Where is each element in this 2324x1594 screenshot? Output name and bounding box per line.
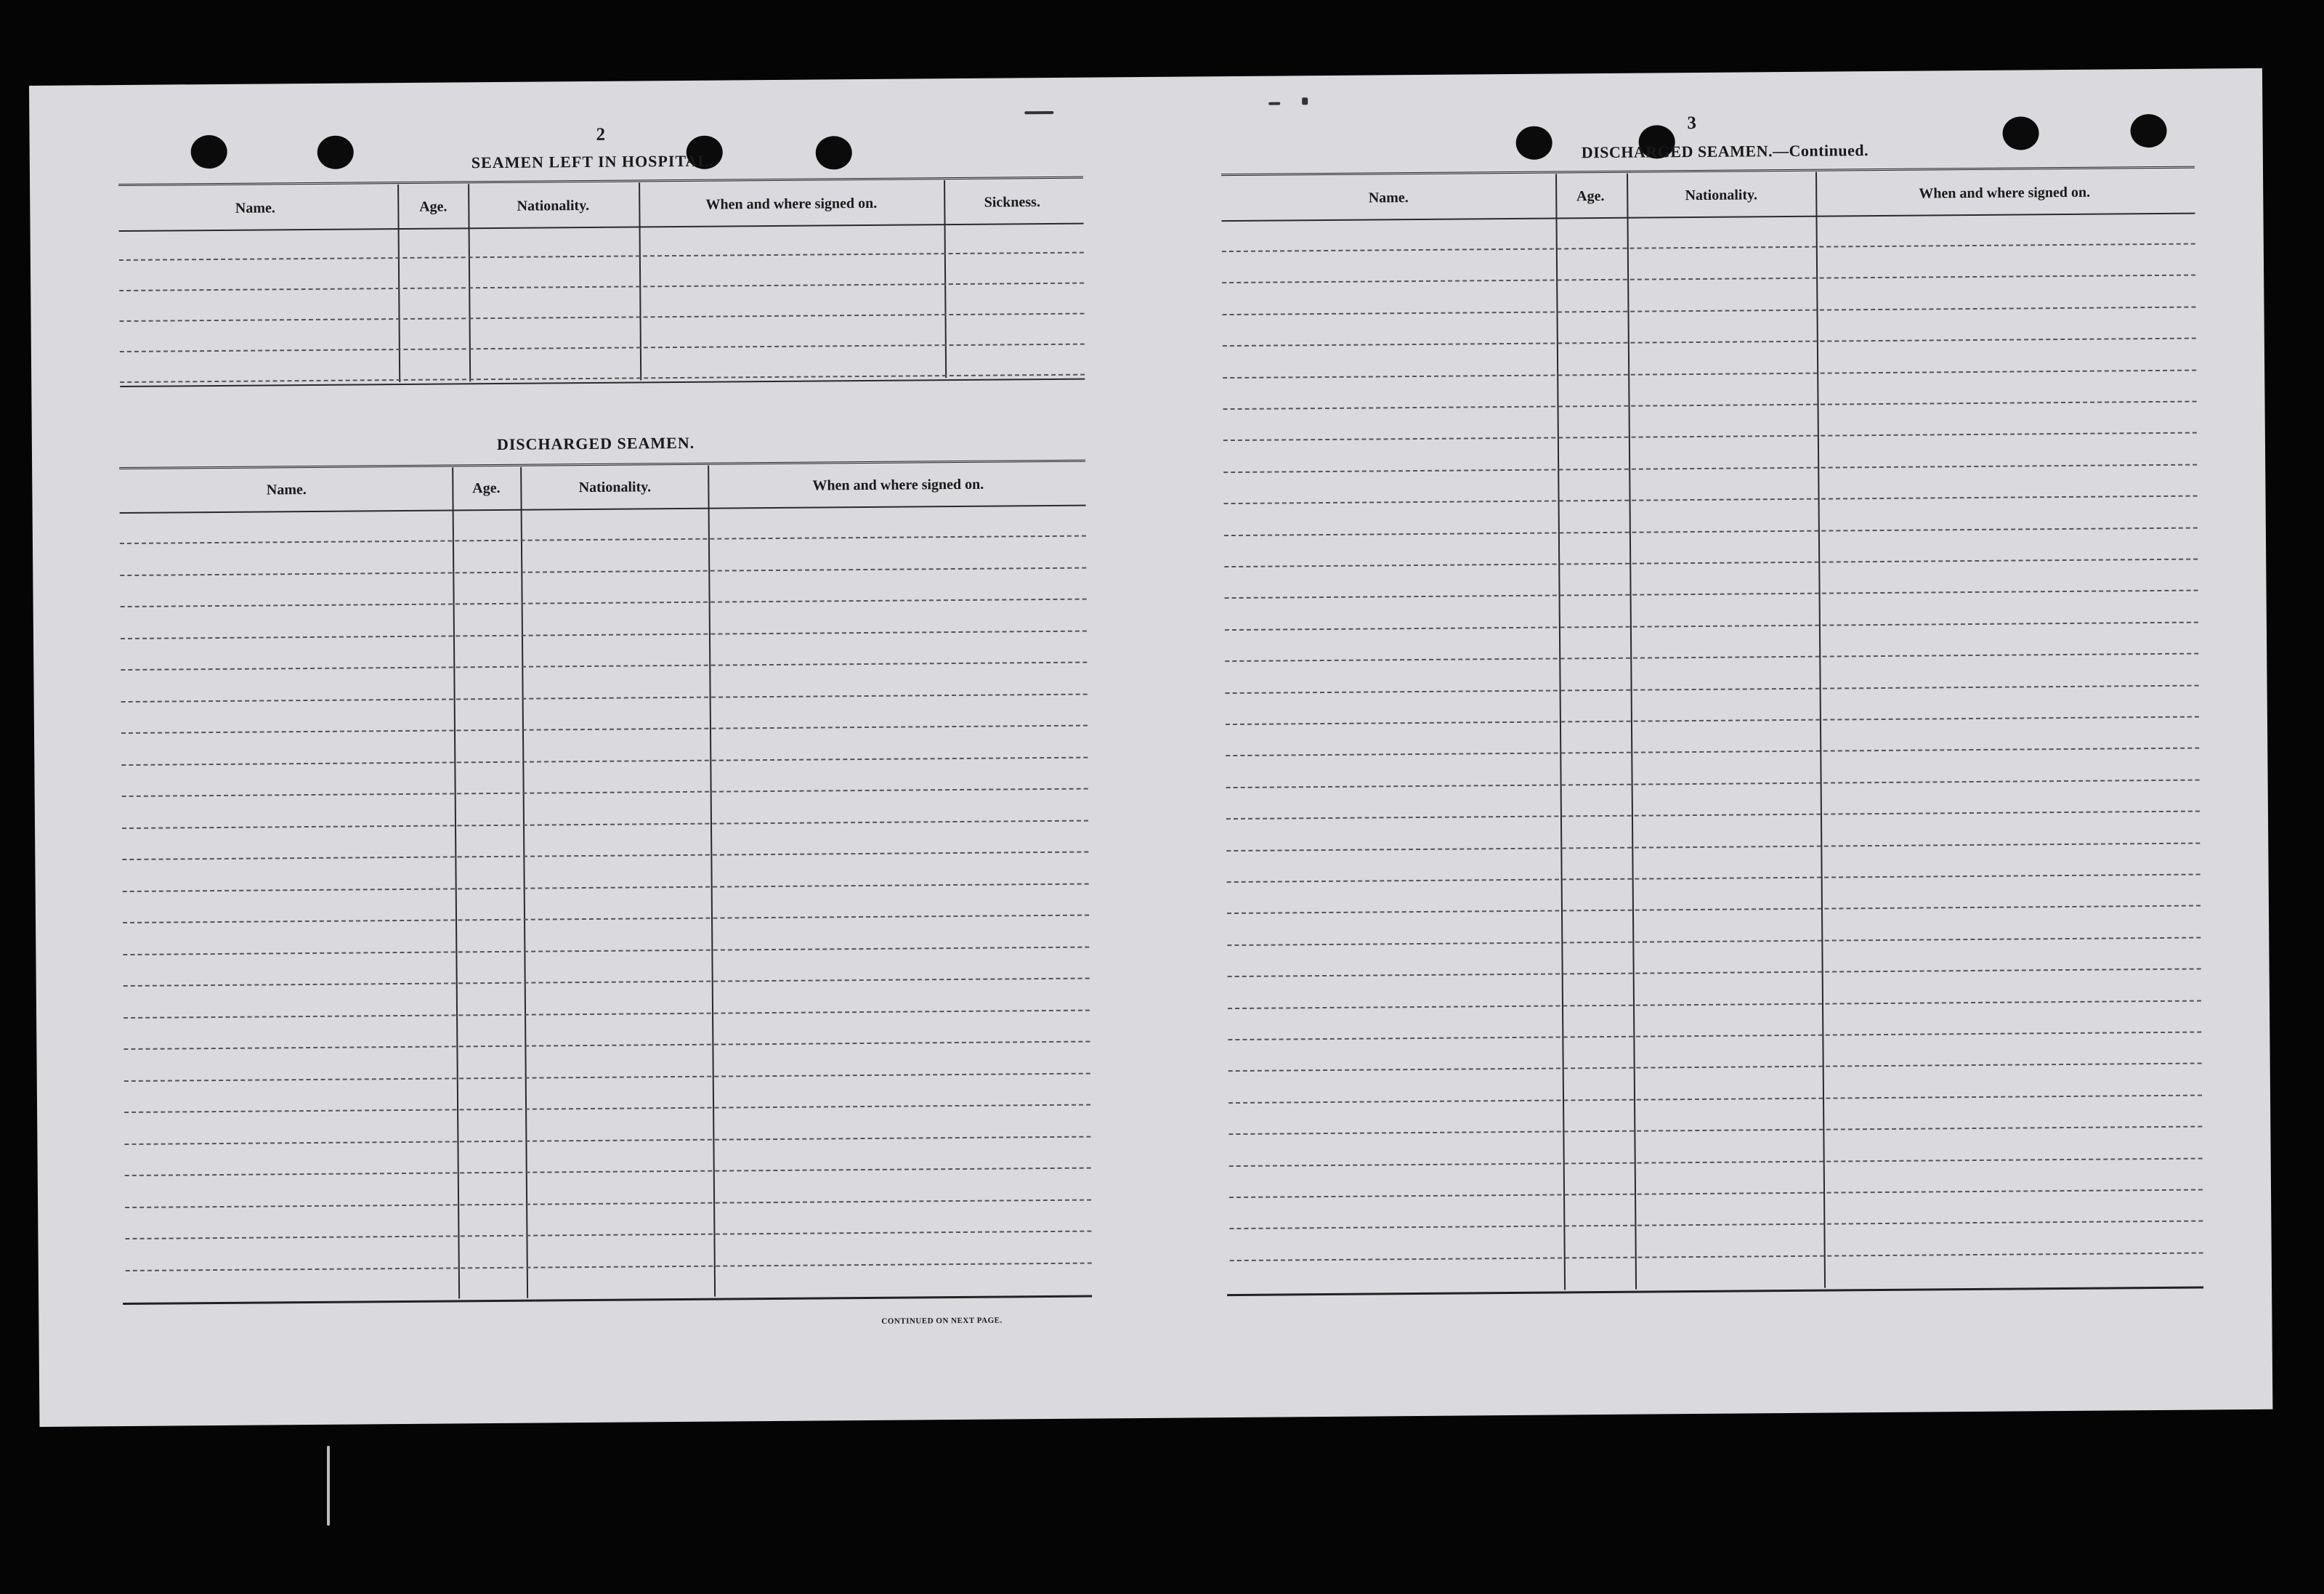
page-number: 3 [1687, 113, 1697, 134]
discharged-header-signed-on: When and where signed on. [812, 476, 984, 494]
blank-entry-line [121, 662, 1087, 671]
blank-entry-line [1223, 306, 2196, 315]
blank-entry-line [1228, 1063, 2202, 1072]
blank-entry-line [126, 1262, 1092, 1271]
hospital-table-top-rule [118, 177, 1083, 189]
blank-entry-line [1228, 1126, 2202, 1136]
blank-entry-line [124, 1072, 1090, 1081]
blank-entry-line [1222, 275, 2195, 284]
scanner-artifact [327, 1446, 330, 1526]
blank-entry-line [1223, 338, 2196, 347]
hospital-header-signed-on: When and where signed on. [705, 195, 878, 213]
discharged-col-divider [452, 467, 460, 1298]
blank-entry-line [125, 1199, 1091, 1207]
continued-header-rule [1222, 213, 2195, 222]
discharged-table-top-rule [119, 460, 1085, 472]
blank-entry-line [1223, 401, 2197, 410]
blank-entry-line [122, 851, 1088, 860]
continued-header-signed-on: When and where signed on. [1919, 184, 2091, 202]
blank-entry-line [1227, 936, 2200, 946]
continued-col-divider [1815, 172, 1826, 1288]
blank-entry-line [125, 1231, 1091, 1239]
discharged-header-age: Age. [472, 480, 501, 497]
blank-entry-line [1224, 495, 2198, 505]
blank-entry-line [124, 978, 1090, 987]
blank-entry-line [1226, 716, 2199, 726]
continued-header-nationality: Nationality. [1685, 187, 1758, 204]
continued-col-divider [1627, 174, 1637, 1290]
blank-entry-line [123, 946, 1089, 955]
blank-entry-line [121, 599, 1087, 607]
blank-entry-line [124, 1104, 1090, 1113]
continued-table-top-rule [1221, 166, 2195, 179]
blank-entry-line [1229, 1157, 2203, 1167]
blank-entry-line [123, 883, 1089, 891]
hospital-header-age: Age. [419, 198, 448, 215]
blank-entry-line [123, 915, 1089, 923]
blank-entry-line [1223, 369, 2196, 379]
blank-entry-line [1227, 874, 2200, 883]
blank-entry-line [1228, 1032, 2201, 1041]
discharged-col-divider [708, 466, 716, 1297]
blank-entry-line [121, 693, 1088, 702]
hospital-header-sickness: Sickness. [984, 194, 1041, 211]
blank-entry-line [1229, 1189, 2203, 1199]
blank-entry-line [1226, 811, 2200, 820]
hospital-section-title: SEAMEN LEFT IN HOSPITAL. [471, 151, 714, 172]
blank-entry-line [120, 535, 1086, 544]
blank-entry-line [1225, 653, 2198, 663]
blank-entry-line [1225, 590, 2198, 599]
continued-header-name: Name. [1368, 190, 1409, 206]
blank-entry-line [1224, 559, 2198, 568]
blank-entry-line [1226, 748, 2199, 757]
hospital-col-divider [468, 184, 471, 381]
blank-entry-line [1223, 464, 2197, 473]
discharged-header-name: Name. [266, 482, 307, 498]
blank-entry-line [121, 630, 1087, 639]
discharged-continued-title: DISCHARGED SEAMEN.—Continued. [1581, 141, 1869, 162]
blank-entry-line [124, 1041, 1090, 1050]
discharged-col-divider [520, 467, 528, 1298]
blank-entry-line [124, 1009, 1090, 1018]
blank-entry-line [1224, 527, 2198, 536]
hospital-header-nationality: Nationality. [517, 197, 590, 214]
ledger-sheet [29, 68, 2272, 1427]
blank-entry-line [1222, 243, 2195, 253]
blank-entry-line [1228, 968, 2201, 978]
hospital-col-divider [639, 182, 641, 380]
blank-entry-line [1225, 621, 2198, 631]
continued-note: CONTINUED ON NEXT PAGE. [881, 1316, 1003, 1326]
hospital-header-rule [119, 223, 1084, 232]
blank-entry-line [1229, 1221, 2203, 1230]
discharged-rows [29, 77, 1148, 86]
blank-entry-line [1226, 684, 2199, 694]
continued-col-divider [1555, 174, 1566, 1290]
blank-entry-line [119, 252, 1084, 261]
blank-entry-line [1226, 842, 2200, 851]
left-page [29, 77, 1158, 1427]
blank-entry-line [1228, 1000, 2201, 1009]
discharged-table-bottom-rule [123, 1295, 1092, 1305]
page-number: 2 [596, 124, 606, 145]
blank-entry-line [119, 283, 1084, 291]
blank-entry-line [1226, 779, 2200, 788]
blank-entry-line [120, 567, 1086, 575]
hospital-col-divider [944, 180, 947, 378]
blank-entry-line [1228, 1094, 2202, 1104]
blank-entry-line [122, 788, 1088, 797]
blank-entry-line [120, 344, 1085, 352]
hospital-col-divider [397, 185, 400, 382]
hospital-rows [29, 77, 1148, 86]
blank-entry-line [120, 313, 1085, 322]
blank-entry-line [125, 1168, 1091, 1176]
discharged-section-title: DISCHARGED SEAMEN. [496, 433, 695, 453]
blank-entry-line [1230, 1252, 2203, 1261]
continued-rows [1148, 68, 2262, 77]
blank-entry-line [124, 1136, 1090, 1144]
discharged-header-nationality: Nationality. [578, 479, 652, 496]
right-page [1148, 68, 2272, 1418]
continued-table-bottom-rule [1227, 1287, 2203, 1297]
blank-entry-line [1227, 905, 2200, 915]
blank-entry-line [1223, 432, 2197, 442]
hospital-header-name: Name. [235, 200, 275, 217]
discharged-header-rule [120, 505, 1086, 514]
continued-header-age: Age. [1576, 187, 1605, 205]
blank-entry-line [121, 756, 1088, 765]
hospital-table-bottom-rule [120, 379, 1085, 387]
blank-entry-line [121, 725, 1088, 734]
blank-entry-line [122, 820, 1088, 828]
